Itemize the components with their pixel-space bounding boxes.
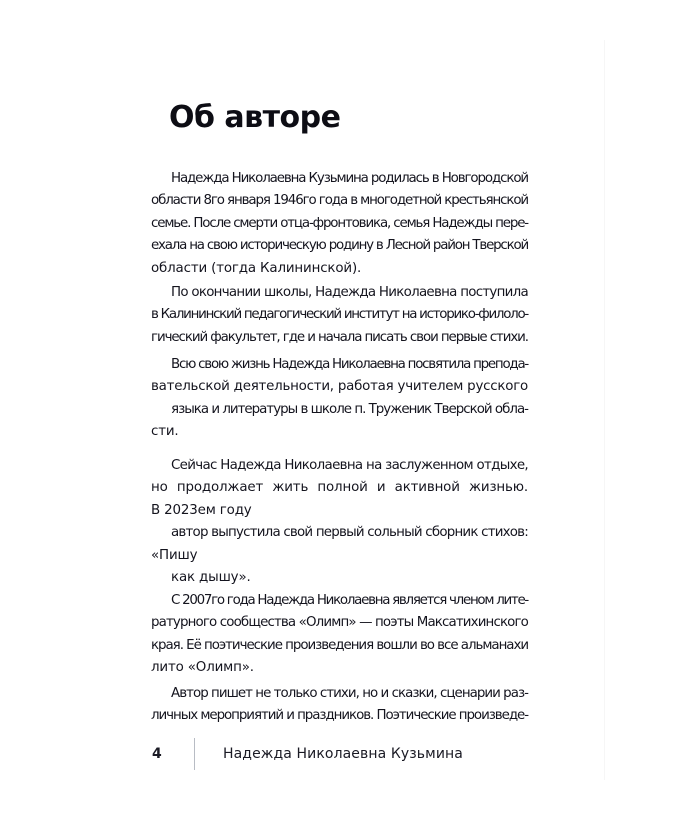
text-line: ратурного сообщества «Олимп» — поэты Максатихинского (151, 615, 529, 631)
text-line: личных мероприятий и праздников. Поэтические произведе- (151, 708, 528, 724)
paragraph-olimp (151, 590, 528, 680)
footer-divider (194, 738, 195, 770)
paragraph-education (151, 282, 528, 349)
text-line: «Пишу (151, 547, 198, 563)
text-line: гический факультет, где и начала писать свои первые стихи. (151, 329, 528, 345)
text-line: Автор пишет не только стихи, но и сказки, сценарии раз- (171, 686, 528, 701)
text-line: автор выпустила свой первый сольный сборник стихов: (171, 525, 529, 541)
page-edge (604, 40, 605, 780)
text-line: семье. После смерти отца-фронтовика, семья Надежды пере- (151, 215, 528, 231)
text-line: языка и литературы в школе п. Труженик Тверской обла- (171, 401, 528, 417)
text-line: в Калининский педагогический институт на историко-филоло- (151, 307, 529, 323)
text-line: но продолжает жить полной и активной жизнью. (151, 480, 528, 496)
paragraph-birth (151, 168, 528, 280)
text-line: области (тогда Калининской). (151, 260, 362, 276)
running-head: Надежда Николаевна Кузьмина (223, 746, 463, 762)
paragraph-career (151, 354, 528, 444)
text-line: лито «Олимп». (151, 660, 254, 676)
text-line: вательской деятельности, работая учителем русского (151, 379, 529, 395)
text-line: как дышу». (171, 569, 251, 585)
text-line: Сейчас Надежда Николаевна на заслуженном отдыхе, (171, 458, 529, 473)
text-line: По окончании школы, Надежда Николаевна поступила (171, 285, 528, 300)
text-line: Всю свою жизнь Надежда Николаевна посвятила препода- (171, 357, 529, 372)
page-footer (0, 736, 691, 772)
text-line: ехала на свою историческую родину в Лесной район Тверской (151, 238, 528, 254)
text-line: края. Её поэтические произведения вошли во все альманахи (151, 637, 529, 653)
page-title: Об авторе (169, 100, 341, 135)
text-line: области 8го января 1946го года в многодетной крестьянской (151, 193, 529, 209)
text-line: Надежда Николаевна Кузьмина родилась в Новгородской (171, 171, 528, 186)
text-line: С 2007го года Надежда Николаевна является членом лите- (171, 593, 529, 608)
page-number: 4 (152, 746, 162, 762)
text-line: сти. (151, 424, 179, 440)
paragraph-works (151, 683, 528, 728)
paragraph-retirement (151, 455, 528, 589)
text-line: В 2023ем году (151, 502, 252, 518)
